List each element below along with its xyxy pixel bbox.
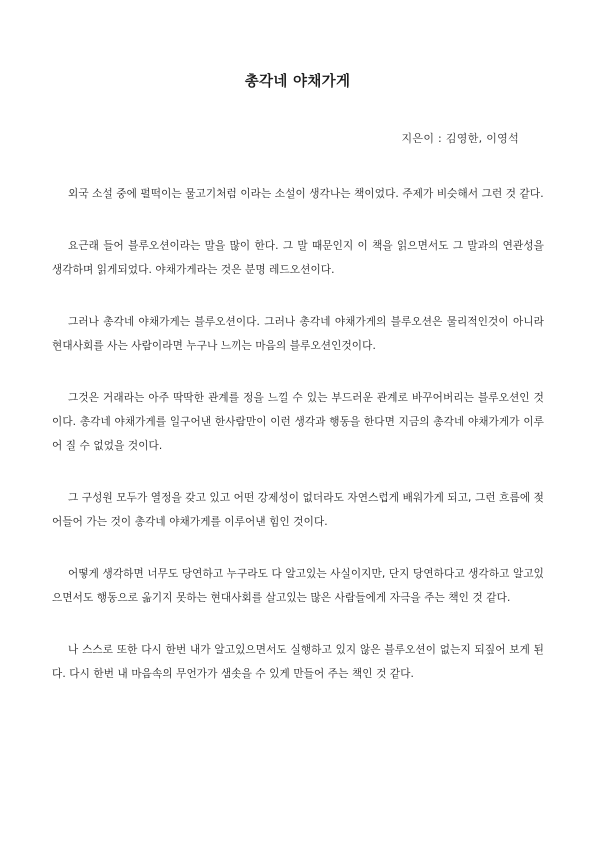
paragraph: 나 스스로 또한 다시 한번 내가 알고있으면서도 실행하고 있지 않은 블루오션이 없는지 되짚어 보게 된다. 다시 한번 내 마음속의 무언가가 샘솟을 수 있게 만들어 주는 책인 것 같다. xyxy=(52,644,544,680)
paragraph: 그러나 총각네 야채가게는 블루오션이다. 그러나 총각네 야채가게의 블루오션은 물리적인것이 아니라 현대사회를 사는 사람이라면 누구나 느끼는 마음의 블루오션인것이다. xyxy=(52,316,544,352)
document-body xyxy=(52,182,544,714)
author-line: 지은이 : 김영한, 이영석 xyxy=(401,132,519,145)
document-title: 총각네 야채가게 xyxy=(244,74,351,90)
paragraph: 요근래 들어 블루오션이라는 말을 많이 한다. 그 말 때문인지 이 책을 읽으면서도 그 말과의 연관성을 생각하며 읽게되었다. 야채가게라는 것은 분명 레드오션이다. xyxy=(52,240,544,276)
paragraph: 어떻게 생각하면 너무도 당연하고 누구라도 다 알고있는 사실이지만, 단지 당연하다고 생각하고 알고있으면서도 행동으로 옮기지 못하는 현대사회를 살고있는 많은 사람들에게 자극을 주는 책인 것 같다. xyxy=(52,568,544,604)
paragraph: 외국 소설 중에 펄떡이는 물고기처럼 이라는 소설이 생각나는 책이었다. 주제가 비슷해서 그런 것 같다. xyxy=(68,188,544,200)
paragraph: 그 구성원 모두가 열정을 갖고 있고 어떤 강제성이 없더라도 자연스럽게 배워가게 되고, 그런 흐름에 젖어들어 가는 것이 총각네 야채가게를 이루어낸 힘인 것이다. xyxy=(52,492,544,528)
paragraph: 그것은 거래라는 아주 딱딱한 관계를 정을 느낄 수 있는 부드러운 관계로 바꾸어버리는 블루오션인 것이다. 총각네 야채가게를 일구어낸 한사람만이 이런 생각과 행동을 한다면 지금의 총각네 야채가게가 이루어 질 수 없었을 것이다. xyxy=(52,392,544,452)
